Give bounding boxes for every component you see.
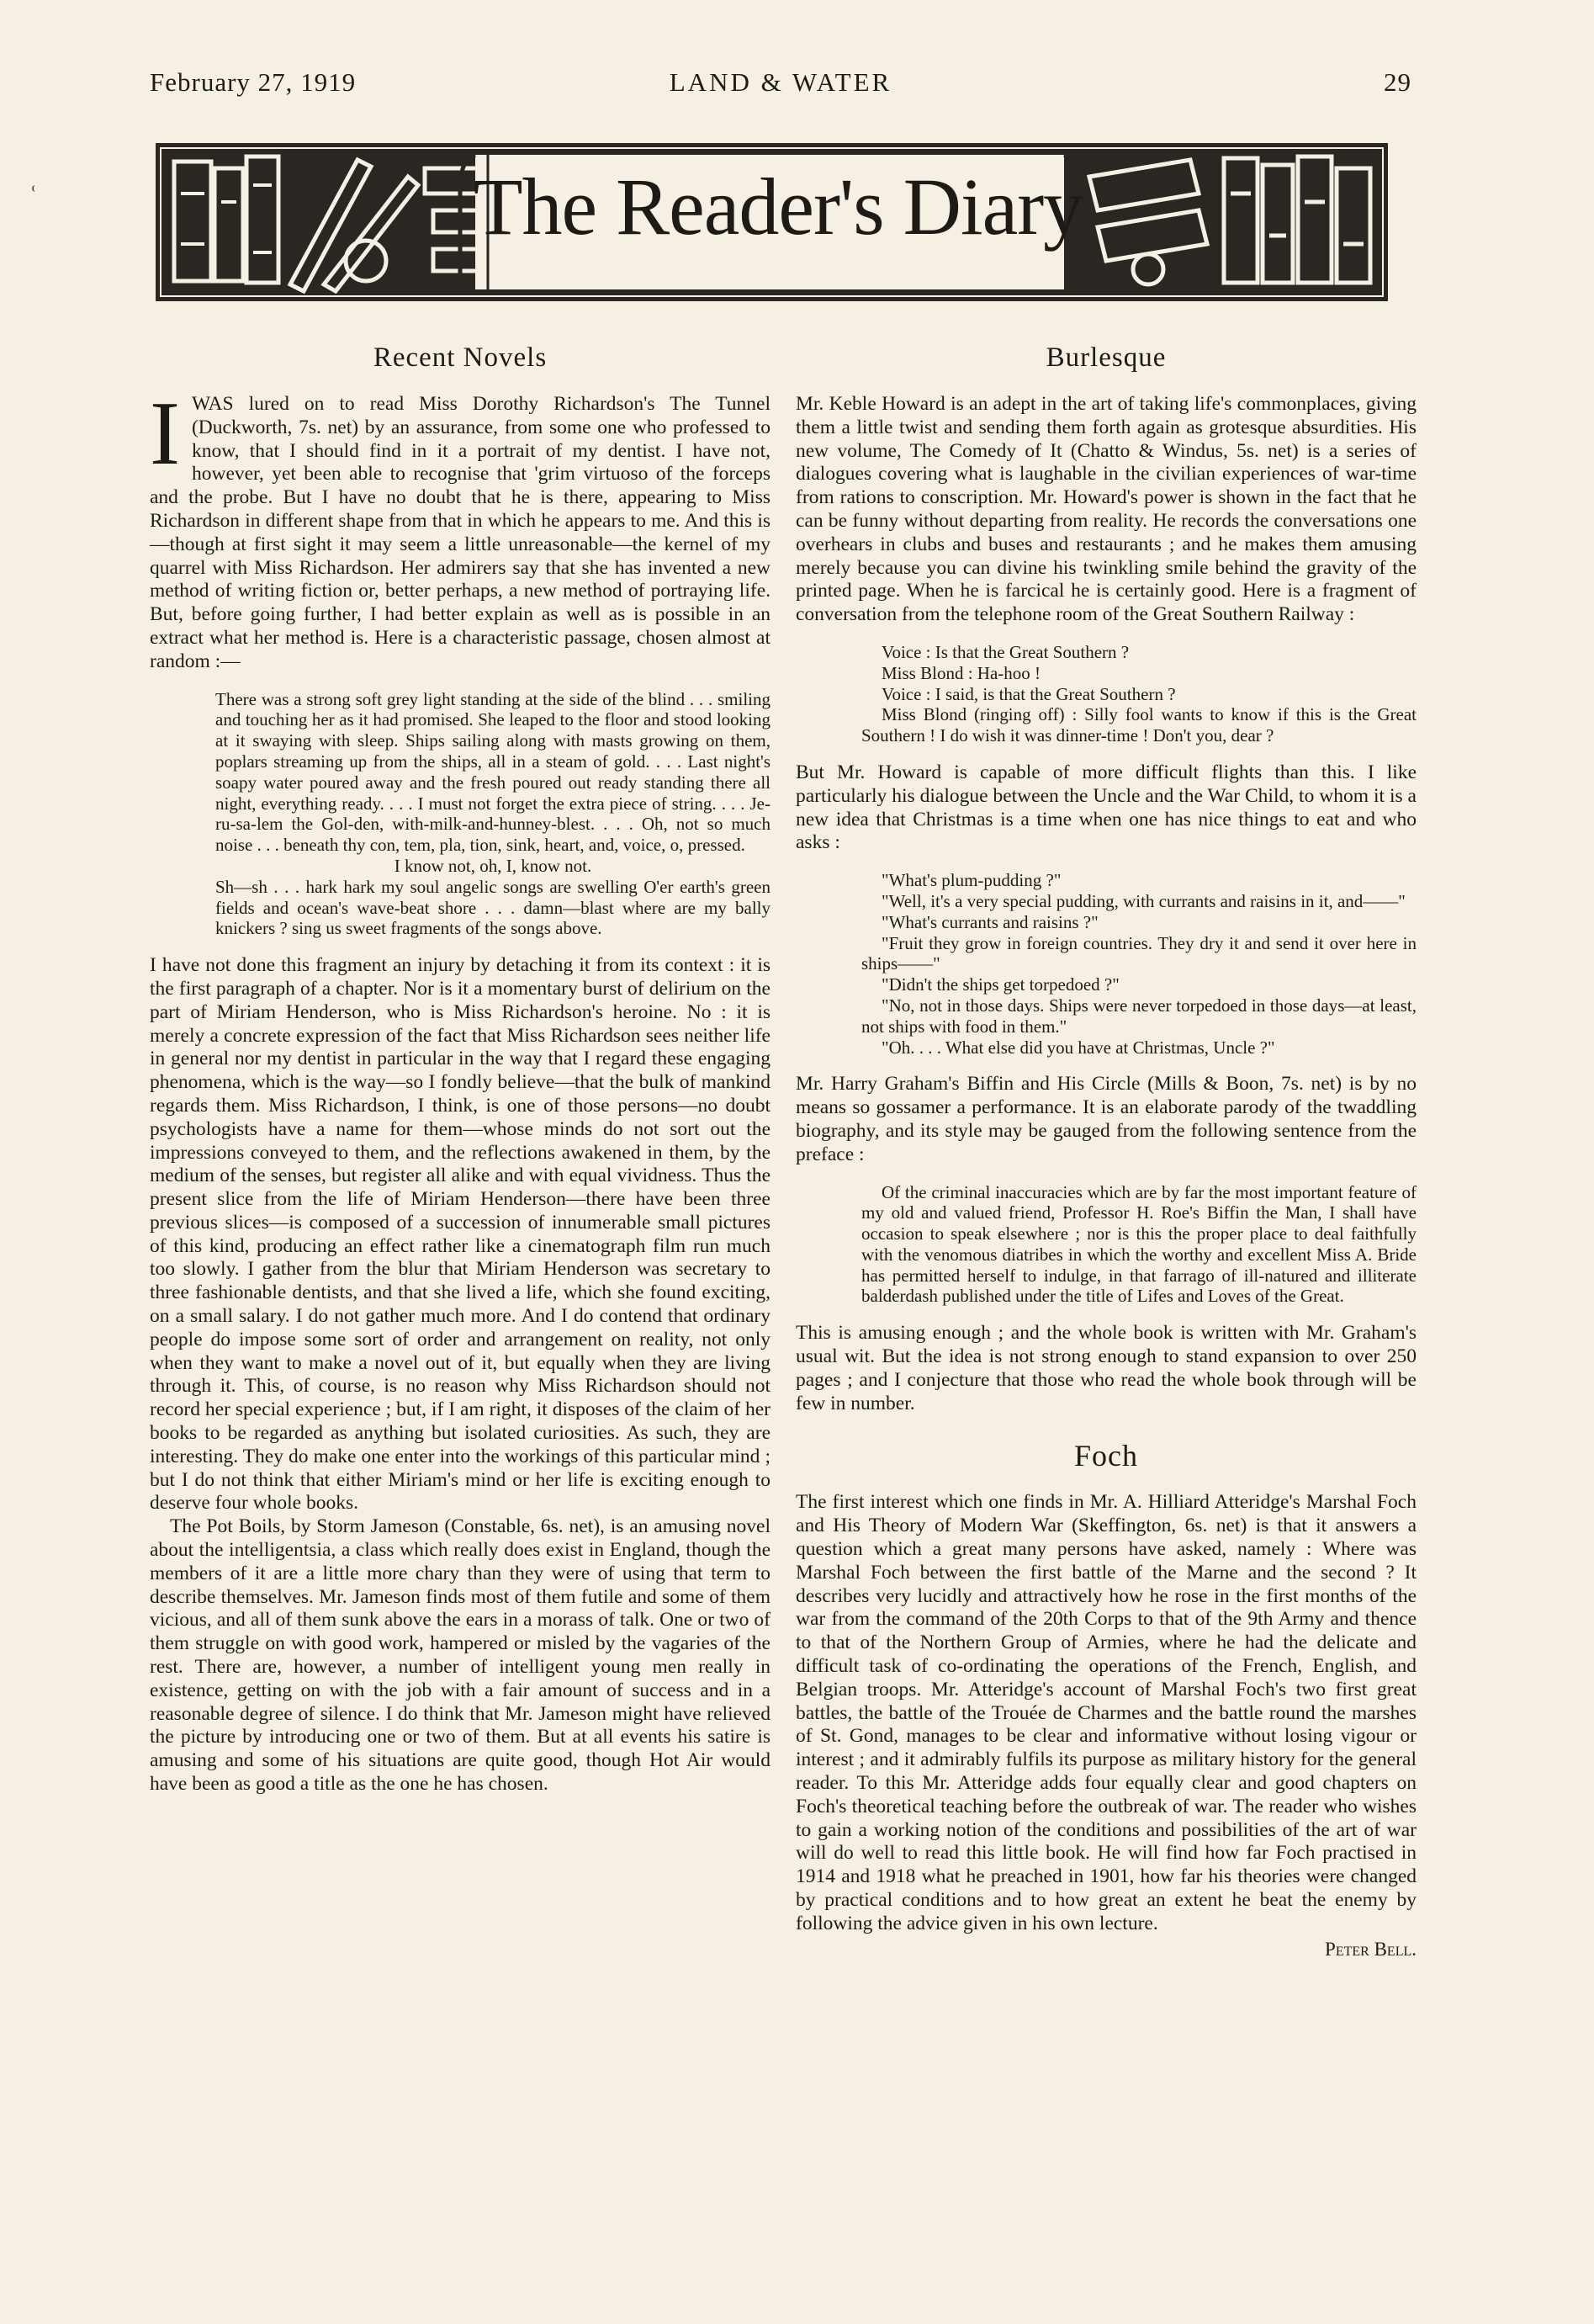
block-quote <box>215 689 771 940</box>
drop-cap: I <box>150 384 180 484</box>
dialogue-line: "What's currants and raisins ?" <box>882 911 1099 932</box>
margin-mark <box>32 185 49 192</box>
quote-text: Of the criminal inaccuracies which are by far the most important feature of my old and valued friend, Professor H. Roe's Biffin the Man, I shall have occasion to speak elsewhere ; nor is this the proper place to deal faithfully with the venomous diatribes in which the worthy and excellent Miss A. Bride has permitted herself to indulge, in that farrago of ill-natured and illiterate balderdash published under the title of Lifes and Loves of the Great. <box>861 1181 1417 1307</box>
heading-recent-novels: Recent Novels <box>373 342 548 373</box>
signature: Peter Bell. <box>1325 1938 1417 1960</box>
dialogue-line: Miss Blond (ringing off) : Silly fool wants to know if this is the Great Southern ! I do wish it was dinner-time ! Don't you, dear ? <box>861 704 1417 746</box>
quote-text: I know not, oh, I, know not. <box>394 855 592 876</box>
page-number: 29 <box>1384 67 1411 97</box>
paragraph: But Mr. Howard is capable of more difficult flights than this. I like particularly his dialogue between the Uncle and the War Child, to whom it is a new idea that Christmas is a time when one has nice things to eat and who asks : <box>796 761 1417 854</box>
quote-text: There was a strong soft grey light standing at the side of the blind . . . smiling and touching her as it had promised. She leaped to the floor and stood looking at it swaying with sleep. Ships sailing along with masts growing on them, poplars streaming up from the ships, all in a steam of gold. . . . Last night's soapy water poured away and the fresh poured out ready standing there all night, everything ready. . . . I must not forget the extra piece of string. . . . Je-ru-sa-lem the Gol-den, with-milk-and-hunney-blest. . . . Oh, not so much noise . . . beneath thy con, tem, pla, tion, sink, heart, and, voice, o, pressed. <box>215 688 771 856</box>
heading-burlesque: Burlesque <box>1046 342 1167 373</box>
paragraph: Mr. Keble Howard is an adept in the art of taking life's commonplaces, giving them a little twist and sending them forth again as grotesque absurdities. His new volume, The Comedy of It (Chatto & Windus, 5s. net) is a series of dialogues covering what is laughable in the civilian experiences of war-time from rations to conscription. Mr. Howard's power is shown in the fact that he can be funny without departing from reality. He records the conversations one overhears in clubs and buses and restaurants ; and he makes them amusing merely because you can divine his twinkling smile behind the gravity of the printed page. When he is farcical he is certainly good. Here is a fragment of conversation from the telephone room of the Great Southern Railway : <box>796 393 1417 626</box>
dialogue-line: "Fruit they grow in foreign countries. They dry it and send it over here in ships——" <box>861 932 1417 974</box>
right-column <box>796 341 1417 1961</box>
quote-text: Sh—sh . . . hark hark my soul angelic songs are swelling O'er earth's green fields and ocean's wave-beat shore . . . damn—blast where are my bally knickers ? sing us sweet fragments of the songs above. <box>215 876 771 939</box>
dialogue-line: "What's plum-pudding ?" <box>882 870 1062 891</box>
paragraph: The first interest which one finds in Mr. A. Hilliard Atteridge's Marshal Foch and His Theory of Modern War (Skeffington, 6s. net) is that it answers a question which a great many persons have asked, namely : Where was Marshal Foch between the first battle of the Marne and the second ? It describes very lucidly and attractively how he rose in the first months of the war from the command of the 20th Corps to that of the 9th Army and thence to that of the Northern Group of Armies, where he had the delicate and difficult task of co-ordinating the operations of the French, English, and Belgian troops. Mr. Atteridge's account of Marshal Foch's two first great battles, the battle of the Trouée de Charmes and the battle round the marshes of St. Gond, manages to be clear and informative without losing vigour or interest ; and it admirably fulfils its purpose as military history for the general reader. To this Mr. Atteridge adds four equally clear and good chapters on Foch's theoretical teaching before the outbreak of war. The reader who wishes to gain a working notion of the conditions and possibilities of the art of war will do well to read this little book. He will find how far Foch practised in 1914 and 1918 what he preached in 1901, how far his theories were changed by practical conditions and to how great an extent he beat the enemy by following the advice given in his own lecture. <box>796 1491 1417 1934</box>
paragraph: The Pot Boils, by Storm Jameson (Constable, 6s. net), is an amusing novel about the intelligentsia, a class which really does exist in England, though the members of it are a little more chary than they were of using that term to describe themselves. Mr. Jameson finds most of them futile and some of them vicious, and all of them sunk above the ears in a morass of talk. One or two of them struggle on with good work, hampered or misled by the vagaries of the rest. There are, however, a number of intelligent young men really in existence, getting on with the job with a fair amount of success and in a reasonable degree of silence. I do think that Mr. Jameson might have relieved the picture by introducing one or two of them. But at all events his satire is amusing and some of his situations are quite good, though Hot Air would have been as good a title as the one he has chosen. <box>150 1515 771 1796</box>
dialogue-line: Miss Blond : Ha-hoo ! <box>882 662 1041 683</box>
running-head <box>150 67 1411 108</box>
banner-title: The Reader's Diary <box>473 162 1083 252</box>
left-column <box>150 341 771 1796</box>
dialogue-quote <box>861 870 1417 1058</box>
heading-foch: Foch <box>1074 1439 1138 1473</box>
journal-title: LAND & WATER <box>669 67 892 97</box>
dialogue-line: "No, not in those days. Ships were never torpedoed in those days—at least, not ships with food in them." <box>861 995 1417 1037</box>
dialogue-line: "Oh. . . . What else did you have at Christmas, Uncle ?" <box>882 1037 1275 1058</box>
paragraph: I have not done this fragment an injury by detaching it from its context : it is the first paragraph of a chapter. Nor is it a momentary burst of delirium on the part of Miriam Henderson, who is Miss Richardson's heroine. No : it is merely a concrete expression of the fact that Miss Richardson sees neither life in general nor my dentist in particular in the way that I regard these engaging phenomena, which is the way—so I fondly believe—that the bulk of mankind regards them. Miss Richardson, I think, is one of those persons—no doubt psychologists have a name for them—whose minds do not sort out the impressions conveyed to them, and the reflections awakened in them, by the medium of the senses, but register all alike and with equal vividness. Thus the present slice from the life of Miriam Henderson—there have been three previous slices—is composed of a succession of innumerable small pictures of this kind, producing an effect rather like a cinematograph film run much too slowly. I gather from the blur that Miriam Henderson was secretary to three fashionable dentists, and that she lived a life, which she found exciting, on a small salary. I do not gather much more. And I do contend that ordinary people do impose some sort of order and arrangement on reality, not only when they want to make a novel out of it, but equally when they are living through it. This, of course, is no reason why Miss Richardson should not record her special experience ; but, if I am right, it disposes of the claim of her books to be regarded as anything but isolated curiosities. As such, they are interesting. They do make one enter into the workings of this particular mind ; but I do not think that either Miriam's mind or her life is exciting enough to deserve four whole books. <box>150 954 771 1515</box>
dialogue-line: "Didn't the ships get torpedoed ?" <box>882 974 1120 995</box>
dialogue-quote <box>861 642 1417 746</box>
dialogue-line: Voice : I said, is that the Great Southern ? <box>882 683 1176 704</box>
paragraph: This is amusing enough ; and the whole book is written with Mr. Graham's usual wit. But the idea is not strong enough to stand expansion to over 250 pages ; and I conjecture that those who read the whole book through will be few in number. <box>796 1322 1417 1414</box>
issue-date: February 27, 1919 <box>150 67 357 97</box>
paragraph <box>150 384 771 674</box>
dialogue-line: Voice : Is that the Great Southern ? <box>882 641 1130 662</box>
paragraph: Mr. Harry Graham's Biffin and His Circle (Mills & Boon, 7s. net) is by no means so gossamer a performance. It is an elaborate parody of the twaddling biography, and its style may be gauged from the following sentence from the preface : <box>796 1073 1417 1165</box>
paragraph-text: WAS lured on to read Miss Dorothy Richardson's The Tunnel (Duckworth, 7s. net) by an assurance, from some one who professed to know, that I should find in it a portrait of my dentist. I have not, however, yet been able to recognise that 'grim virtuoso of the forceps and the probe. But I have no doubt that he is there, appearing to Miss Richardson in different shape from that in which he appears to me. And this is—though at first sight it may seem a little unreasonable—the kernel of my quarrel with Miss Richardson. Her admirers say that she has invented a new method of writing fiction or, better perhaps, a new method of portraying life. But, before going further, I had better explain as well as is possible in an extract what her method is. Here is a characteristic passage, chosen almost at random :— <box>150 393 771 672</box>
dialogue-line: "Well, it's a very special pudding, with currants and raisins in it, and——" <box>882 890 1406 911</box>
block-quote <box>861 1182 1417 1308</box>
